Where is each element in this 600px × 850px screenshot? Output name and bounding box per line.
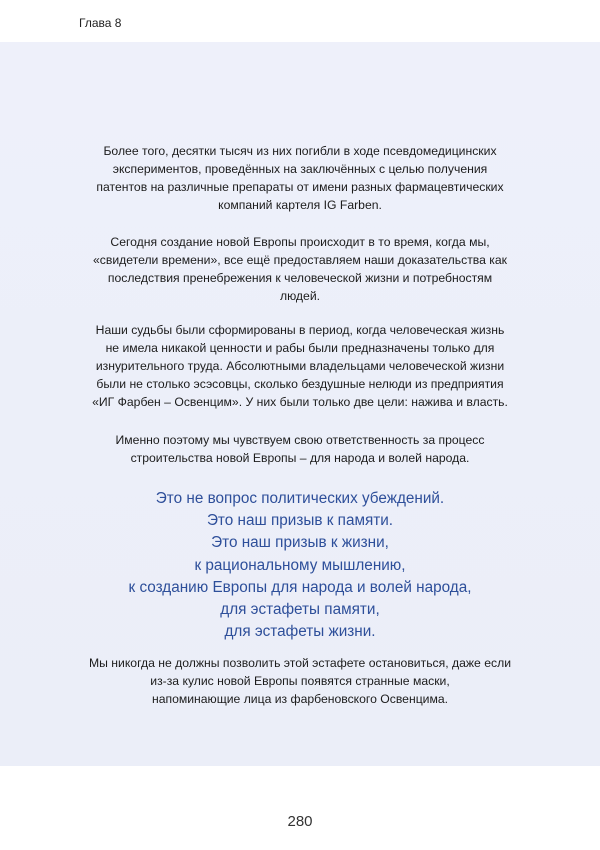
closing-paragraph: Мы никогда не должны позволить этой эстафете остановиться, даже если из-за кулис новой Европы появятся странные маски, напоминающие лица из фарбеновского Освенцима. bbox=[88, 656, 512, 706]
chapter-label: Глава 8 bbox=[79, 16, 122, 30]
paragraph-3: Наши судьбы были сформированы в период, когда человеческая жизнь не имела никакой ценности и рабы были предназначены только для изнурительного труда. Абсолютными владельцами человеческой жизни были не столько эсэсовцы, сколько бездушные нелюди из предприятия «ИГ Фарбен – Освенцим». У них были только две цели: нажива и власть. bbox=[92, 323, 508, 409]
slogan-line: Это не вопрос политических убеждений. bbox=[155, 490, 445, 507]
page-header bbox=[0, 0, 600, 42]
slogan-line: Это наш призыв к жизни, bbox=[211, 534, 389, 552]
paragraph-4: Именно поэтому мы чувствуем свою ответственность за процесс строительства новой Европы – для народа и волей народа. bbox=[115, 433, 485, 465]
paragraph-1: Более того, десятки тысяч из них погибли в ходе псевдомедицинских экспериментов, проведённых на заключённых с целью получения патентов на различные препараты от имени разных фармацевтических компаний картеля IG Farben. bbox=[96, 144, 504, 212]
slogan-line: к рациональному мышлению, bbox=[194, 556, 406, 574]
slogan-line: к созданию Европы для народа и волей народа, bbox=[128, 578, 472, 596]
slogan-line: для эстафеты жизни. bbox=[224, 623, 376, 641]
paragraph-2: Сегодня создание новой Европы происходит в то время, когда мы, «свидетели времени», все ещё предоставляем наши доказательства как последствия пренебрежения к человеческой жизни и потребностям людей. bbox=[92, 235, 508, 303]
slogan-line: для эстафеты памяти, bbox=[220, 601, 380, 619]
slogan-line: Это наш призыв к памяти. bbox=[206, 512, 394, 530]
page-number: 280 bbox=[287, 813, 313, 830]
slogan-block bbox=[60, 488, 540, 643]
